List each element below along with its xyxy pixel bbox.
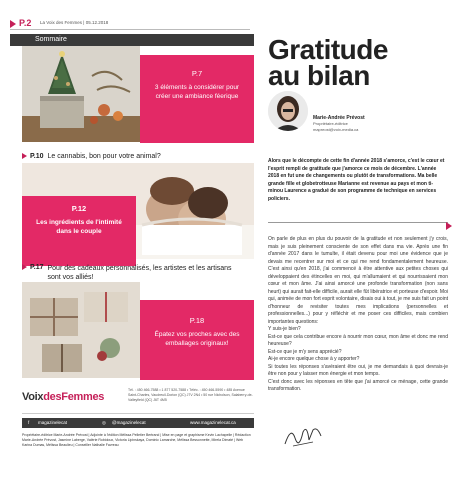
facebook-icon[interactable]: f: [28, 420, 30, 425]
author-name: Marie-Andrée Prévost: [313, 115, 365, 121]
triangle-marker-icon: [22, 264, 27, 270]
website-link[interactable]: www.magazinelecat.ca: [190, 420, 236, 425]
body-paragraph: Est-ce que cela contribue encore à nourrir mon cœur, mon âme et donc me rend heureuse?: [268, 333, 448, 347]
author-role: Propriétaire-éditrice: [313, 121, 348, 126]
facebook-handle[interactable]: magazinelecat: [38, 420, 68, 425]
item-page-number: P.18: [189, 316, 205, 325]
editorial-title: Gratitude au bilan: [268, 34, 388, 91]
item-page-number: P.12: [71, 204, 87, 213]
triangle-marker-icon: [10, 20, 16, 28]
christmas-decor-photo: [22, 46, 140, 142]
body-paragraph: On parle de plus en plus du pouvoir de la gratitude et non seulement j'y crois, mais je suis pleinement consciente de son effet dans ma vie. Après une fin d'année 2017 dans le tumulte, il était devenu pour moi une évidence que je devais me recentrer sur moi et ce qui me rend fondamentalement heureuse. C'est ainsi qu'en 2018, j'ai commencé à être attentive aux petites choses qui développaient des étincelles en moi, qui m'allumaient et qui nourrissaient mon cœur et mon âme. J'ai ainsi amorcé une profonde transformation (non sans heurt) qui aurait fait-elle difficile, aurait elle fût libératrice et porteuse d'espoir. Moi qui, animée de mon fort esprit volontaire, disais oui à tout, je me suis fait un point d'honneur de revisiter toutes mes implications (personnelles et professionnelles...) pour y réfléchir et me poser ces difficiles, mais combien importantes questions:: [268, 236, 448, 325]
publication-header: La Voix des Femmes | 05.12.2018: [40, 20, 109, 25]
editorial-intro: Alors que le décompte de cette fin d'année 2018 s'amorce, c'est le cœur et l'esprit rempli de gratitude que j'amorce ce mois de décembre. L'année 2018 en fut une de changements ou plutôt de transformations. Ma belle grande fille et globetrotteuse Marianne est revenue au pays et mon ti-minou Laurence a gradué de son programme de technique en services policiers.: [268, 158, 445, 202]
social-bar: [22, 418, 254, 428]
body-paragraph: Y suis-je bien?: [268, 326, 301, 332]
item-title: Les ingrédients de l'intimité dans le couple: [36, 219, 122, 235]
instagram-handle[interactable]: @magazinelecat: [112, 420, 146, 425]
body-paragraph: Est-ce que je m'y sens apprécié?: [268, 348, 342, 355]
credits: Propriétaire-éditrice Marie-Andrée Prévost | Adjointe à l'édition Mélissa Pelletier Bertrand | Mise en page et graphisme Kevin Lachapelle | Rédaction Marie-Andrée Prévost, Jasmine Laberge, Valérie Robidoux, Victoria Lipinskaya, Dominic Lamarche, Mélissa Bessonnette, Mirela Dimaté | Web Karina Dumas, Mélissa Beaulieu | Conseiller Nathalie Favreau: [22, 433, 251, 448]
sommaire-item-p12[interactable]: [22, 196, 136, 266]
editorial-divider: [268, 222, 448, 223]
instagram-icon[interactable]: ◎: [102, 420, 106, 425]
voix-des-femmes-logo: VoixdesFemmes: [22, 391, 105, 403]
author-email[interactable]: mapreost@voix-media.ca: [313, 127, 359, 132]
sommaire-label: Sommaire: [35, 36, 67, 43]
page-number: P.2: [10, 18, 31, 28]
author-avatar: [268, 91, 308, 131]
sommaire-bar: [10, 34, 254, 46]
sommaire-item-p10[interactable]: P.10 Le cannabis, bon pour votre animal?: [22, 153, 161, 160]
sommaire-item-p7[interactable]: [140, 55, 254, 143]
item-title: Épatez vos proches avec des emballages originaux!: [154, 331, 240, 347]
header-divider: [10, 29, 250, 30]
sommaire-item-p17[interactable]: P.17 Pour des cadeaux personnalisés, les artistes et les artisans sont vos alliés!: [22, 264, 250, 282]
contact-info: Tél. : 450 466-7588 • 1 877 520-7588 • Téléc. : 450 466-5590 • 485 Avenue Saint-Charles, Vaudreuil-Dorion (QC) J7V 2N4 • 50 rue Nicholson, Salaberry-de-Valleyfield (QC) J6T 4M5: [128, 388, 253, 402]
body-paragraph: C'est donc avec les réponses en tête que j'ai amorcé ce ménage, cette grande transformation.: [268, 378, 448, 392]
item-page-number: P.7: [191, 69, 203, 78]
footer-divider: [22, 413, 254, 414]
item-title: 3 éléments à considérer pour créer une ambiance féerique: [154, 84, 240, 100]
author-signature: [283, 422, 323, 450]
body-paragraph: Ai-je encore quelque chose à y apporter?: [268, 356, 360, 362]
sommaire-item-p18[interactable]: [140, 300, 254, 380]
triangle-marker-icon: [22, 153, 27, 159]
gift-wrapping-photo: [22, 282, 140, 378]
editorial-body: [268, 236, 448, 394]
body-paragraph: Si toutes les réponses s'avéraient être oui, je me demandais à quoi devrais-je être non pour y laisser mon énergie et mon temps.: [268, 363, 448, 377]
triangle-marker-icon: [446, 222, 452, 230]
